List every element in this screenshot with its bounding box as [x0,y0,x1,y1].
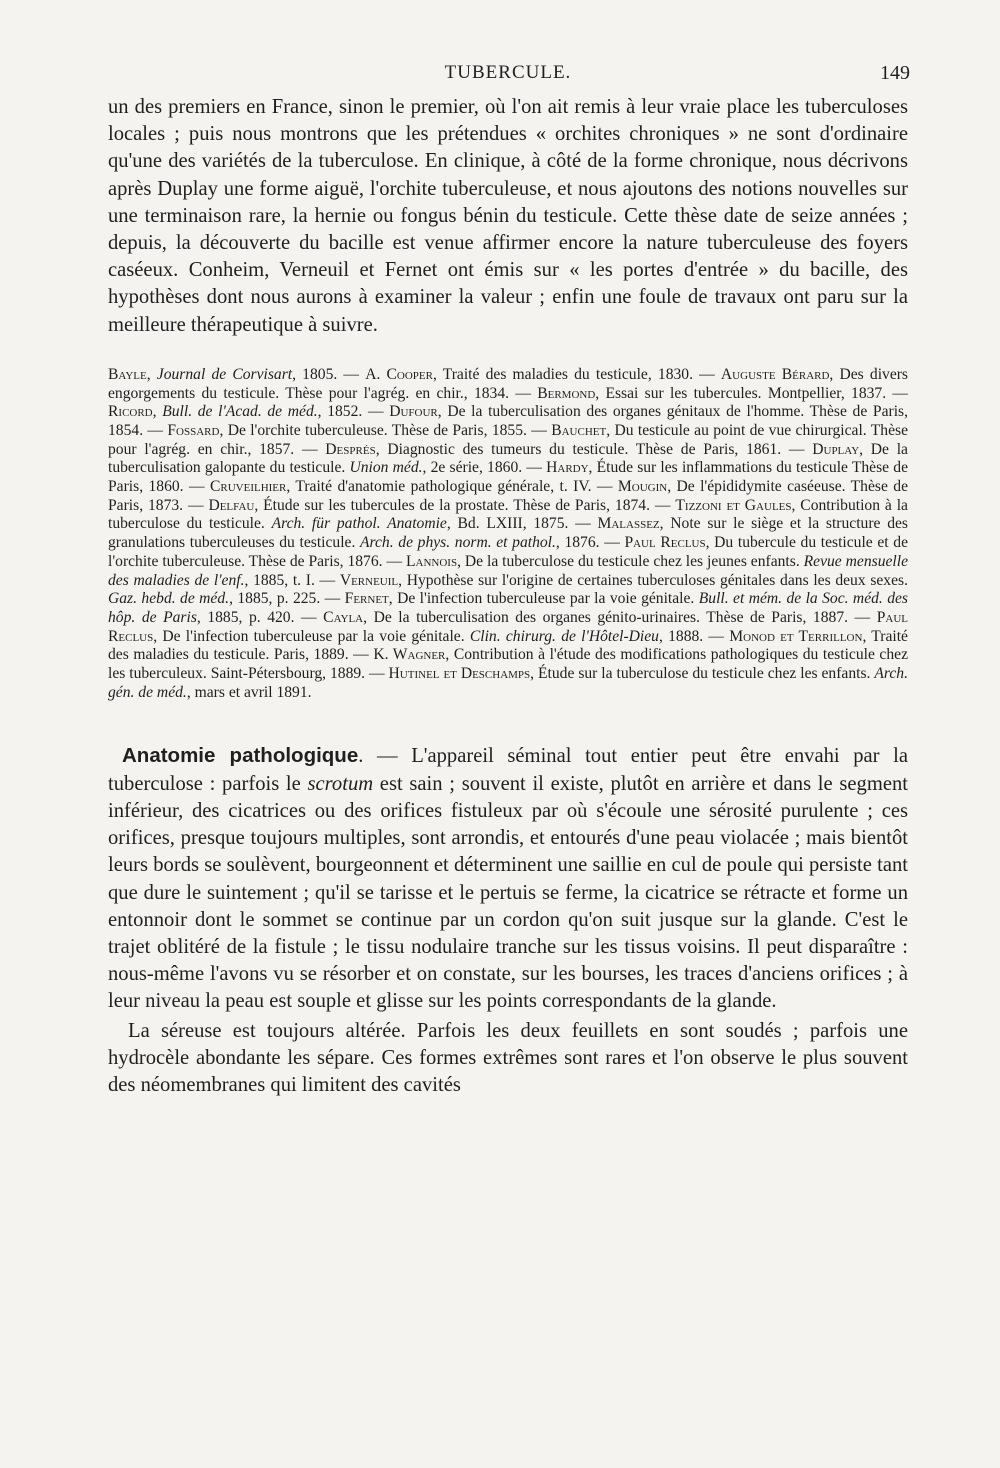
reference-details: , 1876. — [555,534,625,552]
section-p1-a: . — L'appareil séminal tout entier peut être envahi par la tuberculose : parfois le [108,745,908,795]
reference-journal-title: Bull. de l'Acad. de méd. [162,403,318,421]
section-paragraph-1 [108,742,908,1015]
reference-journal-title: Arch. de phys. norm. et pathol. [360,534,556,552]
reference-journal-title: Arch. gén. de méd. [108,665,908,701]
reference-text: , De la tuberculisation des organes génito-urinaires. Thèse de Paris, 1887. — [363,608,877,626]
intro-text [108,94,908,339]
bibliography-entry [210,478,618,495]
reference-author: Fossard [167,421,220,439]
reference-text: , De la tuberculose du testicule chez les jeunes enfants. [457,552,804,570]
reference-author: Cruveilhier [209,478,287,496]
reference-details: , 1805. — [292,365,366,383]
book-page [108,58,908,1099]
bibliography-entry [208,497,675,514]
reference-journal-title: Arch. für pathol. Anatomie [271,515,447,533]
reference-text: , [146,365,157,383]
reference-author: Bermond [537,384,596,402]
reference-author: Auguste Bérard [720,365,830,383]
reference-author: Bayle [108,365,147,383]
bibliography-entry [167,422,551,439]
reference-text: , Diagnostic des tumeurs du testicule. Thèse de Paris, 1861. — [375,440,813,458]
reference-author: Hardy [546,459,589,477]
reference-text: , De la tuberculisation galopante du testicule. [108,440,908,477]
reference-author: Després [325,440,376,458]
reference-journal-title: Union méd. [349,459,423,477]
reference-details: , 1888. — [658,627,730,645]
bibliography [108,366,908,703]
reference-text: , De l'orchite tuberculeuse. Thèse de Paris, 1855. — [219,421,552,439]
reference-author: Fernet [344,590,389,608]
reference-text: , Contribution à la tuberculose du testicule. [108,496,908,533]
reference-text: , De l'infection tuberculeuse par la voie génitale. [153,627,470,645]
bibliography-entry [108,366,365,383]
reference-author: Lannois [405,552,458,570]
reference-text: , Des divers engorgements du testicule. Thèse pour l'agrég. en chir., 1834. — [108,365,909,402]
reference-journal-title: Journal de Corvisart [156,365,293,383]
intro-paragraph: un des premiers en France, sinon le premier, où l'on ait remis à leur vraie place les tuberculoses locales ; puis nous montrons que les prétendues « orchites chroniques » ne sont d'ordinaire qu'une des variétés de la tuberculose. En clinique, à côté de la forme chronique, nous décrivons après Duplay une forme aiguë, l'orchite tuberculeuse, et nous ajoutons des notions nouvelles sur une terminaison rare, la hernie ou fongus bénin du testicule. Cette thèse date de seize années ; depuis, la découverte du bacille est venue affirmer encore la nature tuberculeuse des foyers caséeux. Conheim, Verneuil et Fernet ont émis sur « les portes d'entrée » du bacille, des hypothèses dont nous aurons à examiner la valeur ; enfin une foule de travaux ont paru sur la meilleure thérapeutique à suivre. [108,96,908,336]
page-number: 149 [880,62,910,84]
reference-text: , Contribution à l'étude des modifications pathologiques du testicule chez les tuberculeux. Saint-Pétersbourg, 1889. — [108,646,908,683]
reference-text: , Étude sur les inflammations du testicule Thèse de Paris, 1860. — [108,459,908,496]
reference-text: , Note sur le siège et la structure des granulations tuberculeuses du testicule. [108,515,908,552]
section-p1-b: est sain ; souvent il existe, plutôt en arrière et dans le segment inférieur, des cicatrices ou des orifices fistuleux par où s'écoule une sérosité purulente ; ces orifices, presque toujours multiples, sont arrondis, et entourés d'une peau violacée ; mais bientôt leurs bords se soulèvent, bourgeonnent et déterminent une saillie en cul de poule qui persiste tant que dure le suintement ; qu'il se tarisse et le pertuis se ferme, la cicatrice se rétracte et forme un entonnoir dont le sommet se continue par un cordon qu'on suit jusque sur la glande. C'est le trajet oblitéré de la fistule ; le tissu nodulaire tranche sur les tissus voisins. Il peut disparaître : nous-même l'avons vu se résorber et on constate, sur les bourses, les traces d'anciens orifices ; à leur niveau la peau est souple et glisse sur les points correspondants de la glande. [108,772,909,1013]
reference-journal-title: Clin. chirurg. de l'Hôtel-Dieu [469,627,659,645]
reference-journal-title: Gaz. hebd. de méd. [108,590,230,608]
reference-author: Monod et Terrillon [729,627,863,645]
reference-text: , Étude sur la tuberculose du testicule chez les enfants. [530,665,875,683]
reference-details: , Bd. LXIII, 1875. — [446,515,598,533]
bibliography-entry [537,385,908,402]
reference-text: , Du testicule au point de vue chirurgical. Thèse pour l'agrég. en chir., 1857. — [108,421,908,458]
reference-text: , De la tuberculisation des organes génitaux de l'homme. Thèse de Paris, 1854. — [108,403,909,439]
reference-author: Verneuil [339,571,399,589]
reference-author: Paul Reclus [624,534,706,552]
reference-details: , 1885, p. 420. — [196,608,324,626]
reference-text: , Traité des maladies du testicule. Paris, 1889. — [108,627,908,664]
reference-journal-title: Bull. et mém. de la Soc. méd. des hôp. de Paris [108,590,908,626]
reference-author: Delfau [208,496,255,514]
reference-author: Dufour [389,403,438,421]
reference-details: , 2e série, 1860. — [422,459,547,477]
reference-text: , Essai sur les tubercules. Montpellier, 1837. — [595,384,908,402]
running-title: TUBERCULE. [444,62,572,83]
reference-author: Duplay [812,440,860,458]
reference-author: Tizzoni et Gaules [675,496,792,514]
reference-text: , De l'infection tuberculeuse par la voie génitale. [388,590,699,608]
bibliography-entry [108,403,389,420]
section-paragraph-2: La séreuse est toujours altérée. Parfois les deux feuillets en sont soudés ; parfois une hydrocèle abondante les sépare. Ces formes extrêmes sont rares et l'on observe le plus souvent des néomembranes qui limitent des cavités [108,1019,908,1096]
anatomie-pathologique-section [108,742,908,1099]
reference-journal-title: Revue mensuelle des maladies de l'enf. [108,552,908,589]
reference-details: , 1852. — [317,403,390,421]
reference-details: , 1885, t. I. — [244,571,340,589]
reference-author: Mougin [617,478,668,496]
bibliography-entry [365,366,721,383]
page-header [108,58,908,88]
reference-text: , Étude sur les tubercules de la prostate. Thèse de Paris, 1874. — [254,496,676,514]
reference-details: , mars et avril 1891. [186,683,312,701]
reference-author: Ricord [108,403,153,421]
reference-author: K. Wagner [373,646,446,664]
reference-text: , Hypothèse sur l'origine de certaines tuberculoses génitales dans les deux sexes. [398,571,908,589]
reference-author: Paul Reclus [108,608,908,645]
bibliography-entry [323,609,877,626]
reference-author: A. Cooper [365,365,433,383]
reference-details: , 1885, p. 225. — [229,590,345,608]
reference-text: , Traité d'anatomie pathologique générale, t. IV. — [286,478,618,496]
reference-text: , Du tubercule du testicule et de l'orchite tuberculeuse. Thèse de Paris, 1876. — [108,534,908,570]
reference-author: Hutinel et Deschamps [388,665,531,683]
reference-text: , Traité des maladies du testicule, 1830. — [432,365,721,383]
reference-text: , De l'épididymite caséeuse. Thèse de Paris, 1873. — [108,478,909,514]
reference-text: , [152,403,163,421]
section-p1-emphasis: scrotum [307,772,374,795]
reference-author: Cayla [323,608,364,626]
section-heading: Anatomie pathologique [122,744,359,768]
bibliography-entry [325,441,812,458]
reference-author: Malassez [597,515,660,533]
reference-author: Bauchet [551,421,607,439]
